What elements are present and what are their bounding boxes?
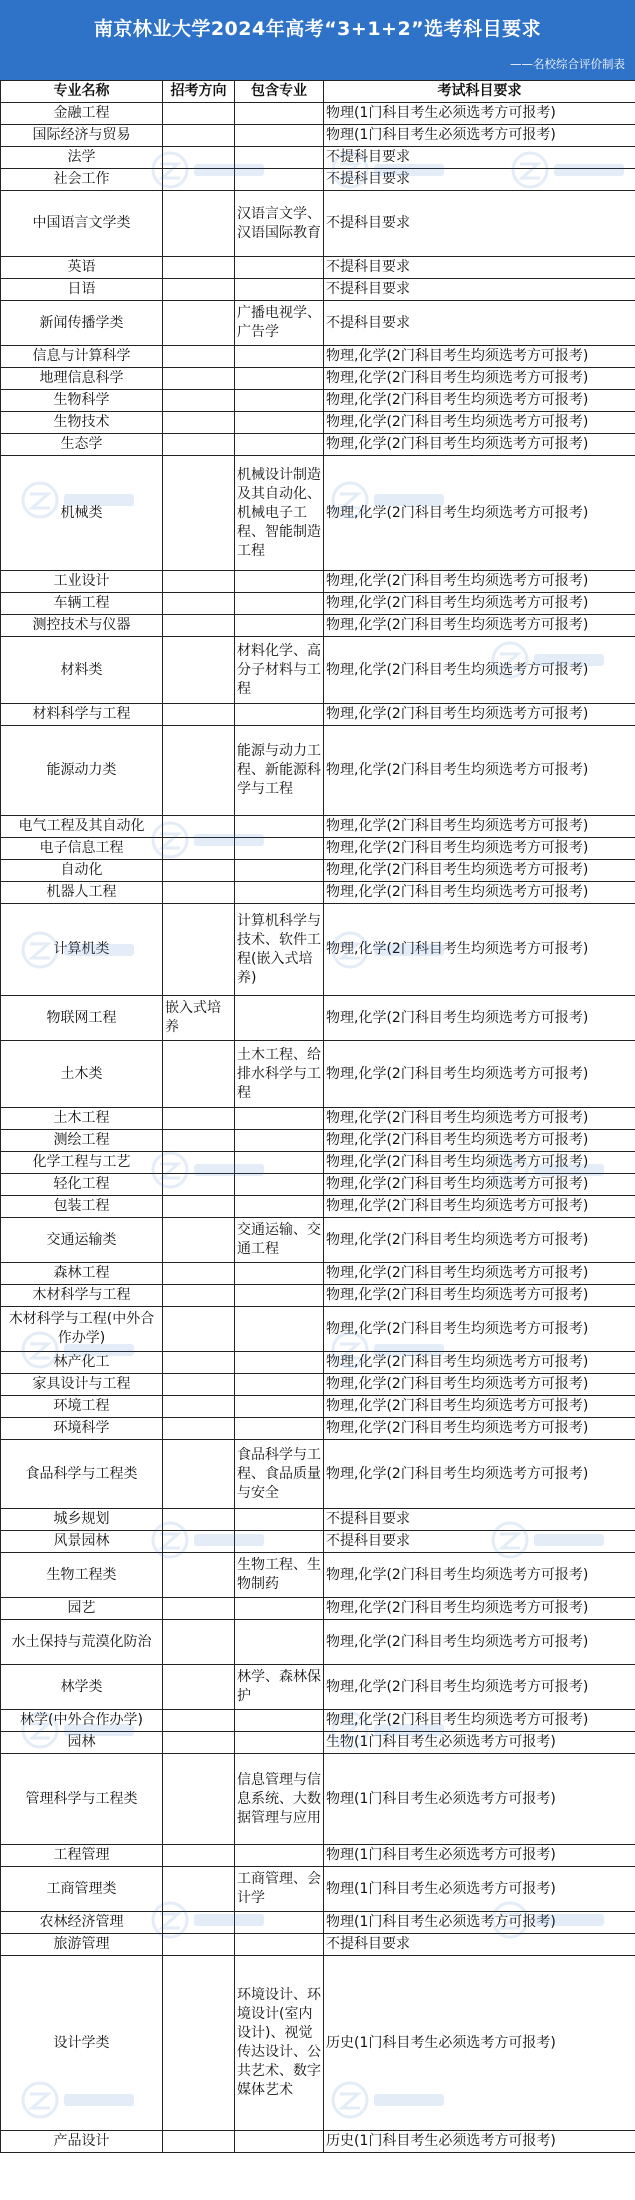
- direction-cell: [163, 456, 235, 571]
- major-cell: 管理科学与工程类: [1, 1754, 163, 1845]
- direction-cell: [163, 1396, 235, 1418]
- major-cell: 测控技术与仪器: [1, 615, 163, 637]
- table-row: [1, 390, 635, 412]
- table-row: [1, 1196, 635, 1218]
- major-cell: 中国语言文学类: [1, 191, 163, 257]
- direction-cell: [163, 346, 235, 368]
- table-row: [1, 1912, 635, 1934]
- included-majors-cell: [235, 1196, 324, 1218]
- requirement-cell: 物理,化学(2门科目考生均须选考方可报考): [324, 1041, 635, 1108]
- requirement-cell: 物理,化学(2门科目考生均须选考方可报考): [324, 1218, 635, 1263]
- table-row: [1, 191, 635, 257]
- direction-cell: [163, 1732, 235, 1754]
- direction-cell: [163, 1174, 235, 1196]
- direction-cell: [163, 904, 235, 996]
- requirement-cell: 物理,化学(2门科目考生均须选考方可报考): [324, 1285, 635, 1307]
- major-cell: 轻化工程: [1, 1174, 163, 1196]
- table-header-row: [1, 81, 635, 103]
- table-row: [1, 1374, 635, 1396]
- table-row: [1, 1418, 635, 1440]
- requirement-cell: 物理,化学(2门科目考生均须选考方可报考): [324, 1418, 635, 1440]
- requirement-cell: 不提科目要求: [324, 301, 635, 346]
- major-cell: 生物技术: [1, 412, 163, 434]
- included-majors-cell: [235, 1732, 324, 1754]
- major-cell: 生物科学: [1, 390, 163, 412]
- included-majors-cell: [235, 368, 324, 390]
- table-row: [1, 346, 635, 368]
- table-row: [1, 169, 635, 191]
- included-majors-cell: [235, 996, 324, 1041]
- included-majors-cell: [235, 1174, 324, 1196]
- direction-cell: [163, 816, 235, 838]
- direction-cell: [163, 412, 235, 434]
- table-row: [1, 571, 635, 593]
- table-row: [1, 637, 635, 704]
- requirement-cell: 物理,化学(2门科目考生均须选考方可报考): [324, 726, 635, 816]
- included-majors-cell: [235, 1845, 324, 1867]
- table-row: [1, 1934, 635, 1956]
- major-cell: 风景园林: [1, 1531, 163, 1553]
- table-row: [1, 1307, 635, 1352]
- requirement-cell: 物理,化学(2门科目考生均须选考方可报考): [324, 346, 635, 368]
- direction-cell: [163, 368, 235, 390]
- direction-cell: [163, 1130, 235, 1152]
- table-row: [1, 125, 635, 147]
- direction-cell: [163, 1553, 235, 1598]
- requirement-cell: 物理,化学(2门科目考生均须选考方可报考): [324, 1710, 635, 1732]
- major-cell: 物联网工程: [1, 996, 163, 1041]
- included-majors-cell: 计算机科学与技术、软件工程(嵌入式培养): [235, 904, 324, 996]
- direction-cell: [163, 279, 235, 301]
- requirement-cell: 物理(1门科目考生必须选考方可报考): [324, 1845, 635, 1867]
- direction-cell: [163, 704, 235, 726]
- direction-cell: [163, 1934, 235, 1956]
- major-cell: 材料科学与工程: [1, 704, 163, 726]
- direction-cell: [163, 191, 235, 257]
- column-header-major: 专业名称: [1, 81, 163, 103]
- included-majors-cell: [235, 1934, 324, 1956]
- direction-cell: [163, 860, 235, 882]
- table-body: [1, 103, 635, 2153]
- requirement-cell: 物理,化学(2门科目考生均须选考方可报考): [324, 390, 635, 412]
- included-majors-cell: 林学、森林保护: [235, 1665, 324, 1710]
- direction-cell: [163, 1108, 235, 1130]
- requirement-cell: 物理,化学(2门科目考生均须选考方可报考): [324, 1440, 635, 1509]
- included-majors-cell: [235, 1152, 324, 1174]
- table-row: [1, 1620, 635, 1665]
- direction-cell: [163, 726, 235, 816]
- major-cell: 英语: [1, 257, 163, 279]
- included-majors-cell: [235, 1620, 324, 1665]
- table-row: [1, 279, 635, 301]
- table-row: [1, 1845, 635, 1867]
- included-majors-cell: [235, 103, 324, 125]
- column-header-requirements: 考试科目要求: [324, 81, 635, 103]
- direction-cell: [163, 1352, 235, 1374]
- included-majors-cell: [235, 2131, 324, 2153]
- direction-cell: [163, 1152, 235, 1174]
- included-majors-cell: [235, 1374, 324, 1396]
- included-majors-cell: [235, 615, 324, 637]
- requirement-cell: 物理,化学(2门科目考生均须选考方可报考): [324, 368, 635, 390]
- requirement-cell: 不提科目要求: [324, 1934, 635, 1956]
- requirement-cell: 不提科目要求: [324, 279, 635, 301]
- direction-cell: [163, 1912, 235, 1934]
- table-row: [1, 257, 635, 279]
- table-row: [1, 456, 635, 571]
- page-title: 南京林业大学2024年高考“3+1+2”选考科目要求: [93, 18, 542, 40]
- major-cell: 日语: [1, 279, 163, 301]
- major-cell: 交通运输类: [1, 1218, 163, 1263]
- included-majors-cell: 交通运输、交通工程: [235, 1218, 324, 1263]
- included-majors-cell: 食品科学与工程、食品质量与安全: [235, 1440, 324, 1509]
- major-cell: 园艺: [1, 1598, 163, 1620]
- included-majors-cell: 土木工程、给排水科学与工程: [235, 1041, 324, 1108]
- column-header-direction: 招考方向: [163, 81, 235, 103]
- direction-cell: [163, 1620, 235, 1665]
- requirement-cell: 不提科目要求: [324, 257, 635, 279]
- table-row: [1, 1665, 635, 1710]
- included-majors-cell: [235, 147, 324, 169]
- requirement-cell: 物理,化学(2门科目考生均须选考方可报考): [324, 1108, 635, 1130]
- direction-cell: [163, 1598, 235, 1620]
- requirement-cell: 不提科目要求: [324, 1531, 635, 1553]
- table-row: [1, 1732, 635, 1754]
- included-majors-cell: [235, 860, 324, 882]
- direction-cell: [163, 434, 235, 456]
- table-row: [1, 904, 635, 996]
- included-majors-cell: [235, 346, 324, 368]
- table-row: [1, 301, 635, 346]
- direction-cell: [163, 1218, 235, 1263]
- direction-cell: [163, 882, 235, 904]
- included-majors-cell: [235, 593, 324, 615]
- requirement-cell: 物理,化学(2门科目考生均须选考方可报考): [324, 1174, 635, 1196]
- requirement-cell: 物理,化学(2门科目考生均须选考方可报考): [324, 615, 635, 637]
- included-majors-cell: 汉语言文学、汉语国际教育: [235, 191, 324, 257]
- requirement-cell: 历史(1门科目考生必须选考方可报考): [324, 2131, 635, 2153]
- direction-cell: [163, 1285, 235, 1307]
- major-cell: 信息与计算科学: [1, 346, 163, 368]
- included-majors-cell: [235, 1307, 324, 1352]
- included-majors-cell: [235, 390, 324, 412]
- major-cell: 自动化: [1, 860, 163, 882]
- included-majors-cell: [235, 412, 324, 434]
- included-majors-cell: 生物工程、生物制药: [235, 1553, 324, 1598]
- requirement-cell: 物理,化学(2门科目考生均须选考方可报考): [324, 593, 635, 615]
- included-majors-cell: 材料化学、高分子材料与工程: [235, 637, 324, 704]
- major-cell: 电子信息工程: [1, 838, 163, 860]
- included-majors-cell: [235, 1710, 324, 1732]
- header-banner: [0, 0, 635, 80]
- direction-cell: [163, 257, 235, 279]
- table-row: [1, 1396, 635, 1418]
- direction-cell: [163, 125, 235, 147]
- included-majors-cell: [235, 1509, 324, 1531]
- table-row: [1, 704, 635, 726]
- direction-cell: [163, 1440, 235, 1509]
- table-row: [1, 1509, 635, 1531]
- requirement-cell: 不提科目要求: [324, 191, 635, 257]
- requirement-cell: 物理,化学(2门科目考生均须选考方可报考): [324, 1196, 635, 1218]
- included-majors-cell: 广播电视学、广告学: [235, 301, 324, 346]
- direction-cell: [163, 1531, 235, 1553]
- direction-cell: [163, 147, 235, 169]
- table-row: [1, 434, 635, 456]
- major-cell: 计算机类: [1, 904, 163, 996]
- included-majors-cell: [235, 1418, 324, 1440]
- requirement-cell: 物理,化学(2门科目考生均须选考方可报考): [324, 996, 635, 1041]
- included-majors-cell: 能源与动力工程、新能源科学与工程: [235, 726, 324, 816]
- table-row: [1, 882, 635, 904]
- major-cell: 生态学: [1, 434, 163, 456]
- major-cell: 地理信息科学: [1, 368, 163, 390]
- direction-cell: [163, 1263, 235, 1285]
- direction-cell: [163, 571, 235, 593]
- requirement-cell: 物理,化学(2门科目考生均须选考方可报考): [324, 1130, 635, 1152]
- included-majors-cell: [235, 816, 324, 838]
- table-row: [1, 147, 635, 169]
- included-majors-cell: [235, 838, 324, 860]
- included-majors-cell: [235, 125, 324, 147]
- table-row: [1, 1108, 635, 1130]
- included-majors-cell: [235, 1263, 324, 1285]
- subject-requirements-table: [0, 80, 635, 2153]
- major-cell: 机械类: [1, 456, 163, 571]
- major-cell: 产品设计: [1, 2131, 163, 2153]
- requirement-cell: 物理,化学(2门科目考生均须选考方可报考): [324, 1396, 635, 1418]
- table-row: [1, 1710, 635, 1732]
- included-majors-cell: [235, 1531, 324, 1553]
- included-majors-cell: [235, 257, 324, 279]
- major-cell: 园林: [1, 1732, 163, 1754]
- major-cell: 法学: [1, 147, 163, 169]
- included-majors-cell: 信息管理与信息系统、大数据管理与应用: [235, 1754, 324, 1845]
- major-cell: 电气工程及其自动化: [1, 816, 163, 838]
- requirement-cell: 物理,化学(2门科目考生均须选考方可报考): [324, 456, 635, 571]
- major-cell: 林学(中外合作办学): [1, 1710, 163, 1732]
- direction-cell: [163, 1041, 235, 1108]
- requirement-cell: 物理,化学(2门科目考生均须选考方可报考): [324, 904, 635, 996]
- included-majors-cell: 机械设计制造及其自动化、机械电子工程、智能制造工程: [235, 456, 324, 571]
- table-row: [1, 368, 635, 390]
- direction-cell: [163, 1374, 235, 1396]
- table-row: [1, 615, 635, 637]
- major-cell: 林产化工: [1, 1352, 163, 1374]
- major-cell: 新闻传播学类: [1, 301, 163, 346]
- requirement-cell: 物理,化学(2门科目考生均须选考方可报考): [324, 1374, 635, 1396]
- direction-cell: [163, 103, 235, 125]
- requirement-cell: 物理(1门科目考生必须选考方可报考): [324, 103, 635, 125]
- table-row: [1, 1263, 635, 1285]
- major-cell: 土木类: [1, 1041, 163, 1108]
- requirement-cell: 物理,化学(2门科目考生均须选考方可报考): [324, 434, 635, 456]
- included-majors-cell: [235, 1130, 324, 1152]
- requirement-cell: 物理,化学(2门科目考生均须选考方可报考): [324, 816, 635, 838]
- table-row: [1, 593, 635, 615]
- table-row: [1, 1598, 635, 1620]
- included-majors-cell: 环境设计、环境设计(室内设计)、视觉传达设计、公共艺术、数字媒体艺术: [235, 1956, 324, 2131]
- major-cell: 旅游管理: [1, 1934, 163, 1956]
- major-cell: 森林工程: [1, 1263, 163, 1285]
- table-row: [1, 860, 635, 882]
- included-majors-cell: [235, 1396, 324, 1418]
- major-cell: 水土保持与荒漠化防治: [1, 1620, 163, 1665]
- requirement-cell: 物理,化学(2门科目考生均须选考方可报考): [324, 1598, 635, 1620]
- direction-cell: [163, 169, 235, 191]
- major-cell: 工商管理类: [1, 1867, 163, 1912]
- table-row: [1, 1867, 635, 1912]
- included-majors-cell: [235, 1285, 324, 1307]
- major-cell: 化学工程与工艺: [1, 1152, 163, 1174]
- direction-cell: [163, 838, 235, 860]
- requirement-cell: 物理,化学(2门科目考生均须选考方可报考): [324, 1553, 635, 1598]
- major-cell: 环境工程: [1, 1396, 163, 1418]
- major-cell: 国际经济与贸易: [1, 125, 163, 147]
- requirement-cell: 物理,化学(2门科目考生均须选考方可报考): [324, 1665, 635, 1710]
- table-row: [1, 1041, 635, 1108]
- table-row: [1, 1440, 635, 1509]
- direction-cell: [163, 1307, 235, 1352]
- table-row: [1, 726, 635, 816]
- requirement-cell: 生物(1门科目考生必须选考方可报考): [324, 1732, 635, 1754]
- direction-cell: [163, 593, 235, 615]
- major-cell: 材料类: [1, 637, 163, 704]
- major-cell: 社会工作: [1, 169, 163, 191]
- direction-cell: [163, 1418, 235, 1440]
- included-majors-cell: [235, 279, 324, 301]
- direction-cell: [163, 637, 235, 704]
- table-row: [1, 816, 635, 838]
- requirement-cell: 不提科目要求: [324, 1509, 635, 1531]
- requirement-cell: 物理,化学(2门科目考生均须选考方可报考): [324, 637, 635, 704]
- table-row: [1, 1956, 635, 2131]
- direction-cell: [163, 1867, 235, 1912]
- table-row: [1, 1218, 635, 1263]
- major-cell: 能源动力类: [1, 726, 163, 816]
- major-cell: 环境科学: [1, 1418, 163, 1440]
- table-row: [1, 1553, 635, 1598]
- requirement-cell: 物理,化学(2门科目考生均须选考方可报考): [324, 1263, 635, 1285]
- major-cell: 生物工程类: [1, 1553, 163, 1598]
- direction-cell: [163, 301, 235, 346]
- table-row: [1, 1531, 635, 1553]
- included-majors-cell: [235, 571, 324, 593]
- requirement-cell: 物理,化学(2门科目考生均须选考方可报考): [324, 860, 635, 882]
- column-header-included-majors: 包含专业: [235, 81, 324, 103]
- requirement-cell: 物理,化学(2门科目考生均须选考方可报考): [324, 1307, 635, 1352]
- major-cell: 食品科学与工程类: [1, 1440, 163, 1509]
- direction-cell: [163, 1710, 235, 1732]
- included-majors-cell: [235, 169, 324, 191]
- included-majors-cell: 工商管理、会计学: [235, 1867, 324, 1912]
- direction-cell: 嵌入式培养: [163, 996, 235, 1041]
- table-row: [1, 412, 635, 434]
- included-majors-cell: [235, 1912, 324, 1934]
- table-row: [1, 2131, 635, 2153]
- included-majors-cell: [235, 1598, 324, 1620]
- requirement-cell: 物理,化学(2门科目考生均须选考方可报考): [324, 882, 635, 904]
- major-cell: 木材科学与工程(中外合作办学): [1, 1307, 163, 1352]
- table-row: [1, 1130, 635, 1152]
- direction-cell: [163, 615, 235, 637]
- major-cell: 设计学类: [1, 1956, 163, 2131]
- major-cell: 土木工程: [1, 1108, 163, 1130]
- table-row: [1, 1754, 635, 1845]
- included-majors-cell: [235, 704, 324, 726]
- direction-cell: [163, 1754, 235, 1845]
- requirement-cell: 物理(1门科目考生必须选考方可报考): [324, 1867, 635, 1912]
- direction-cell: [163, 1845, 235, 1867]
- direction-cell: [163, 2131, 235, 2153]
- requirement-cell: 物理,化学(2门科目考生均须选考方可报考): [324, 838, 635, 860]
- major-cell: 测绘工程: [1, 1130, 163, 1152]
- direction-cell: [163, 1196, 235, 1218]
- requirement-cell: 物理,化学(2门科目考生均须选考方可报考): [324, 412, 635, 434]
- requirement-cell: 物理(1门科目考生必须选考方可报考): [324, 1912, 635, 1934]
- requirement-cell: 物理(1门科目考生必须选考方可报考): [324, 125, 635, 147]
- direction-cell: [163, 390, 235, 412]
- table-row: [1, 1174, 635, 1196]
- requirement-cell: 物理,化学(2门科目考生均须选考方可报考): [324, 1152, 635, 1174]
- major-cell: 车辆工程: [1, 593, 163, 615]
- major-cell: 林学类: [1, 1665, 163, 1710]
- major-cell: 家具设计与工程: [1, 1374, 163, 1396]
- page-subtitle: ——名校综合评价制表: [510, 57, 625, 71]
- requirement-cell: 不提科目要求: [324, 147, 635, 169]
- major-cell: 工程管理: [1, 1845, 163, 1867]
- major-cell: 城乡规划: [1, 1509, 163, 1531]
- requirement-cell: 不提科目要求: [324, 169, 635, 191]
- table-row: [1, 1352, 635, 1374]
- requirement-cell: 物理,化学(2门科目考生均须选考方可报考): [324, 1352, 635, 1374]
- included-majors-cell: [235, 434, 324, 456]
- major-cell: 包装工程: [1, 1196, 163, 1218]
- included-majors-cell: [235, 1352, 324, 1374]
- requirement-cell: 物理,化学(2门科目考生均须选考方可报考): [324, 704, 635, 726]
- requirement-cell: 物理,化学(2门科目考生均须选考方可报考): [324, 1620, 635, 1665]
- requirement-cell: 物理(1门科目考生必须选考方可报考): [324, 1754, 635, 1845]
- major-cell: 金融工程: [1, 103, 163, 125]
- table-row: [1, 103, 635, 125]
- major-cell: 机器人工程: [1, 882, 163, 904]
- requirement-cell: 历史(1门科目考生必须选考方可报考): [324, 1956, 635, 2131]
- table-row: [1, 838, 635, 860]
- table-row: [1, 1285, 635, 1307]
- major-cell: 木材科学与工程: [1, 1285, 163, 1307]
- included-majors-cell: [235, 882, 324, 904]
- table-row: [1, 1152, 635, 1174]
- major-cell: 工业设计: [1, 571, 163, 593]
- major-cell: 农林经济管理: [1, 1912, 163, 1934]
- direction-cell: [163, 1509, 235, 1531]
- direction-cell: [163, 1665, 235, 1710]
- direction-cell: [163, 1956, 235, 2131]
- requirement-cell: 物理,化学(2门科目考生均须选考方可报考): [324, 571, 635, 593]
- included-majors-cell: [235, 1108, 324, 1130]
- table-row: [1, 996, 635, 1041]
